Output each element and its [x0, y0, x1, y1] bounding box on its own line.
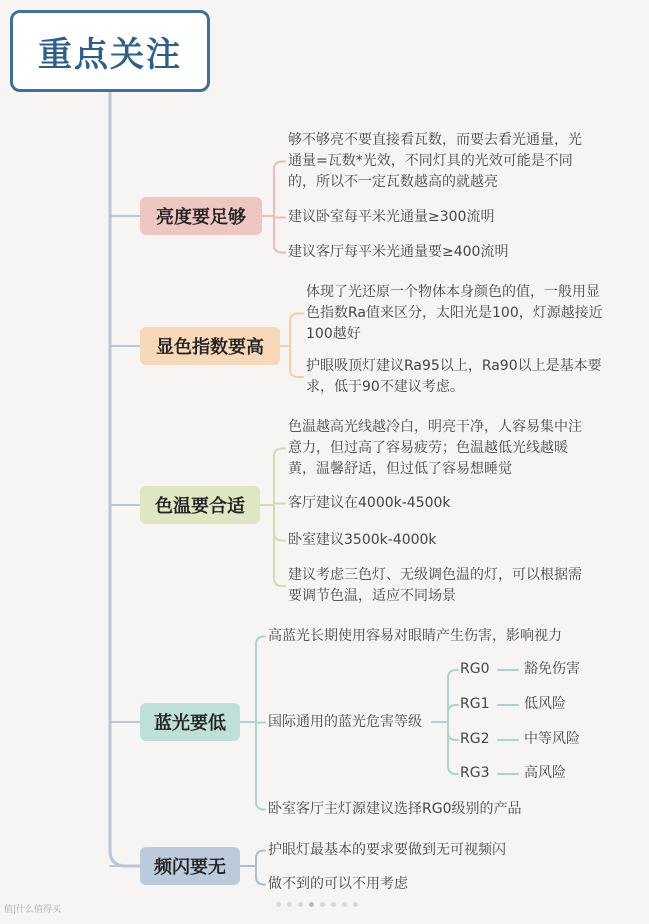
leaf-text-flicker — [268, 840, 506, 861]
branch-node-flicker: 频闪要无 — [140, 847, 240, 885]
leaf-text-bluelight — [268, 712, 422, 733]
hazard-level-desc: 中等风险 — [524, 731, 580, 747]
leaf-line: 的，所以不一定瓦数越高的就越亮 — [288, 174, 498, 190]
leaf-text-cct — [288, 565, 582, 607]
leaf-line: 卧室建议3500k-4000k — [288, 532, 437, 548]
leaf-text-flicker — [268, 874, 408, 895]
connector-curve — [448, 705, 458, 713]
page-dot[interactable] — [342, 902, 347, 907]
leaf-text-brightness — [288, 130, 582, 193]
connector-curve — [448, 670, 458, 678]
leaf-line: 体现了光还原一个物体本身颜色的值，一般用显 — [306, 284, 600, 300]
leaf-line: 色温越高光线越冷白，明亮干净，人容易集中注 — [288, 419, 582, 435]
hazard-level-desc: 豁免伤害 — [524, 661, 580, 677]
leaf-line: 色指数Ra值来区分，太阳光是100，灯源越接近 — [306, 305, 603, 321]
hazard-level-code: RG2 — [460, 731, 490, 747]
page-dot-active[interactable] — [309, 902, 314, 907]
leaf-line: 客厅建议在4000k-4500k — [288, 495, 451, 511]
connector-curve — [290, 369, 303, 377]
page-dot[interactable] — [320, 902, 325, 907]
leaf-text-cct — [288, 417, 582, 480]
branch-node-bluelight: 蓝光要低 — [140, 703, 240, 741]
leaf-line: 要调节色温，适应不同场景 — [288, 588, 456, 604]
leaf-line: 建议客厅每平米光通量要≥400流明 — [288, 244, 509, 260]
leaf-line: 护眼灯最基本的要求要做到无可视频闪 — [268, 842, 506, 858]
branch-node-brightness: 亮度要足够 — [140, 197, 262, 235]
connector-curve — [274, 578, 285, 586]
leaf-text-brightness — [288, 242, 508, 263]
leaf-text-bluelight — [268, 799, 521, 820]
root-title: 重点关注 — [38, 34, 182, 75]
connector-curve — [274, 162, 285, 170]
page-dot[interactable] — [287, 902, 292, 907]
leaf-line: 卧室客厅主灯源建议选择RG0级别的产品 — [268, 801, 522, 817]
leaf-line: 高蓝光长期使用容易对眼睛产生伤害，影响视力 — [268, 628, 562, 644]
hazard-level-code: RG0 — [460, 661, 490, 677]
hazard-level-code: RG3 — [460, 765, 490, 781]
page-dot[interactable] — [331, 902, 336, 907]
leaf-line: 够不够亮不要直接看瓦数，而要去看光通量，光 — [288, 132, 582, 148]
branch-node-cri: 显色指数要高 — [140, 327, 280, 365]
leaf-line: 国际通用的蓝光危害等级 — [268, 714, 422, 730]
root-title-box — [10, 10, 210, 92]
leaf-text-cct — [288, 530, 437, 551]
leaf-line: 建议考虑三色灯、无级调色温的灯，可以根据需 — [288, 567, 582, 583]
leaf-line: 求，低于90不建议考虑。 — [306, 379, 464, 395]
page-dot[interactable] — [353, 902, 358, 907]
leaf-line: 建议卧室每平米光通量≥300流明 — [288, 209, 495, 225]
leaf-text-cct — [288, 493, 451, 514]
hazard-level-code: RG1 — [460, 696, 490, 712]
hazard-level-desc: 低风险 — [524, 696, 566, 712]
leaf-text-brightness — [288, 207, 494, 228]
connector-curve — [256, 637, 265, 645]
branch-node-cct: 色温要合适 — [140, 486, 260, 524]
connector-curve — [256, 802, 265, 810]
watermark: 值|什么值得买 — [4, 905, 62, 915]
leaf-line: 做不到的可以不用考虑 — [268, 876, 408, 892]
connector-curve — [290, 314, 303, 322]
connector-curve — [274, 449, 285, 457]
connector-curve — [256, 851, 265, 859]
leaf-line: 100越好 — [306, 326, 361, 342]
connector-curve — [274, 245, 285, 253]
leaf-line: 通量=瓦数*光效，不同灯具的光效可能是不同 — [288, 153, 573, 169]
connector-curve — [448, 732, 458, 740]
leaf-text-bluelight — [268, 626, 562, 647]
connector-curve — [274, 533, 285, 541]
leaf-text-cri — [306, 356, 602, 398]
connector-curve — [110, 92, 140, 866]
leaf-line: 黄，温馨舒适，但过低了容易想睡觉 — [288, 461, 512, 477]
page-dot[interactable] — [276, 902, 281, 907]
connector-curve — [256, 877, 265, 885]
pagination-dots — [276, 902, 358, 907]
leaf-line: 意力，但过高了容易疲劳；色温越低光线越暖 — [288, 440, 568, 456]
leaf-line: 护眼吸顶灯建议Ra95以上，Ra90以上是基本要 — [306, 358, 602, 374]
connector-curve — [448, 766, 458, 774]
page-dot[interactable] — [298, 902, 303, 907]
hazard-level-desc: 高风险 — [524, 765, 566, 781]
leaf-text-cri — [306, 282, 603, 345]
